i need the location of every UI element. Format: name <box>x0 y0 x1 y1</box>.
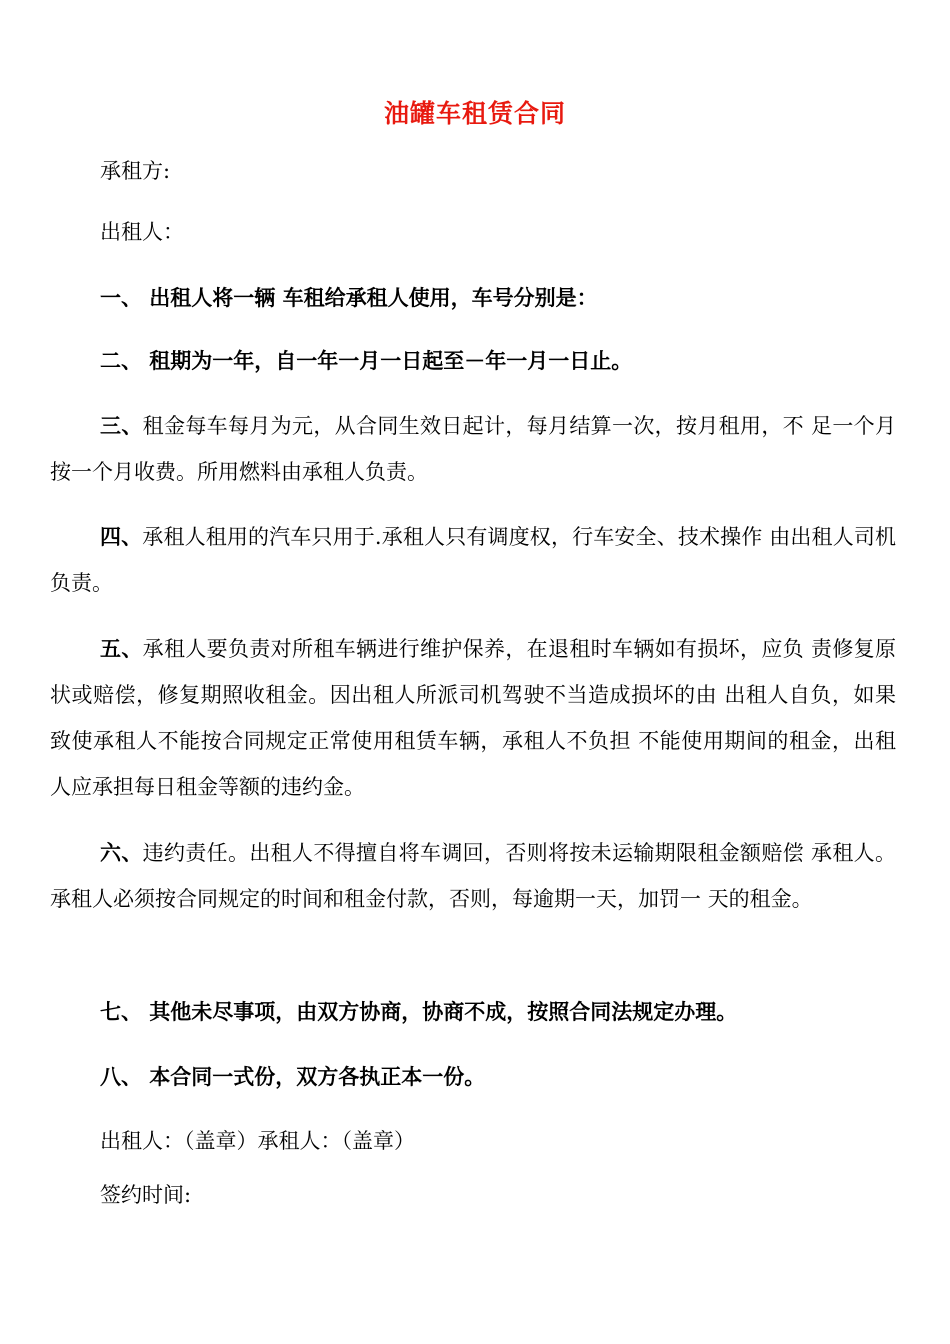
clause-1: 一、 出租人将一辆 车租给承租人使用，车号分别是： <box>100 285 598 310</box>
clause-4-number: 四、 <box>100 524 143 549</box>
document-title: 油罐车租赁合同 <box>383 99 566 128</box>
clause-8: 八、 本合同一式份，双方各执正本一份。 <box>100 1064 486 1089</box>
clause-6-number: 六、 <box>100 840 143 865</box>
lessor-label: 出租人： <box>100 220 184 244</box>
clause-4 <box>50 514 896 606</box>
clause-2: 二、 租期为一年，自一年一月一日起至－年一月一日止。 <box>100 348 633 373</box>
clause-6 <box>50 830 896 922</box>
clause-3-number: 三、 <box>100 413 143 438</box>
clause-5 <box>50 626 896 810</box>
clause-5-number: 五、 <box>100 636 143 661</box>
sign-date-label: 签约时间: <box>100 1183 192 1207</box>
clause-4-text: 承租人租用的汽车只用于.承租人只有调度权，行车安全、技术操作 由出租人司机负责。 <box>50 525 896 595</box>
clause-3-text: 租金每车每月为元，从合同生效日起计，每月结算一次，按月租用，不 足一个月按一个月收费。所用燃料由承租人负责。 <box>50 414 896 484</box>
clause-3 <box>50 403 896 495</box>
signature-line: 出租人：（盖章）承租人：（盖章） <box>100 1129 415 1153</box>
clause-5-text: 承租人要负责对所租车辆进行维护保养，在退租时车辆如有损坏，应负 责修复原状或赔偿，修复期照收租金。因出租人所派司机驾驶不当造成损坏的由 出租人自负，如果致使承租人不能按合同规定正常使用租赁车辆，承租人不负担 不能使用期间的租金，出租人应承担每日租金等额的违约金。 <box>50 637 896 799</box>
lessee-label: 承租方: <box>100 159 171 183</box>
clause-7: 七、 其他未尽事项，由双方协商，协商不成，按照合同法规定办理。 <box>100 999 738 1024</box>
clause-6-text: 违约责任。出租人不得擅自将车调回，否则将按未运输期限租金额赔偿 承租人。承租人必须按合同规定的时间和租金付款，否则，每逾期一天，加罚一 天的租金。 <box>50 841 896 911</box>
